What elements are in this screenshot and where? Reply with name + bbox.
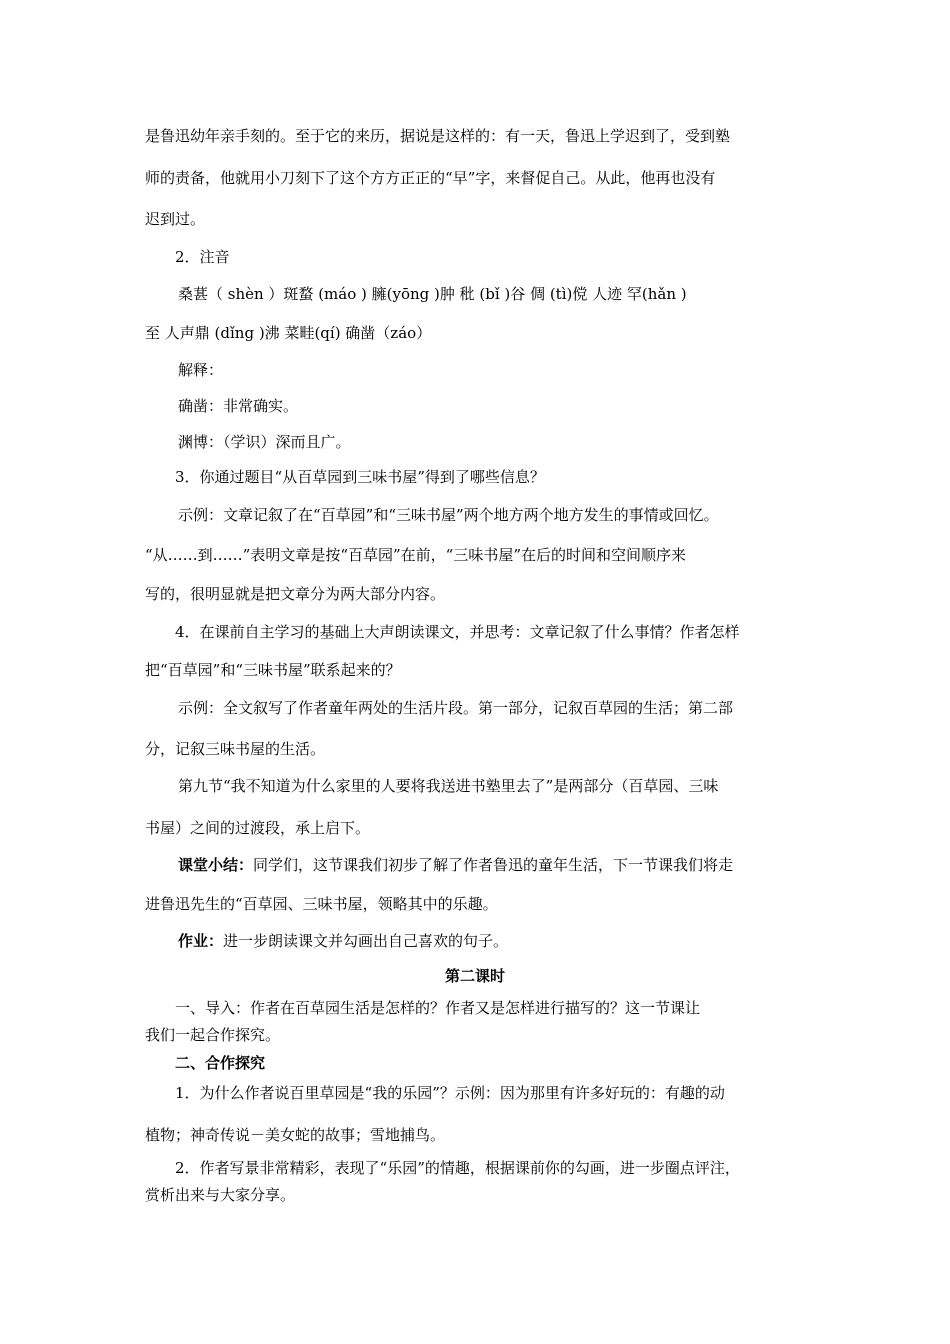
question-line: 把“百草园”和“三味书屋”联系起来的？ <box>145 661 401 679</box>
answer-line: 第九节“我不知道为什么家里的人要将我送进书塾里去了”是两部分（百草园、三味 <box>178 777 719 795</box>
pinyin-line: 桑葚（ shèn ）斑蝥 (máo ) 臃(yōng )肿 秕 (bǐ )谷 倜 (tì)傥 人迹 罕(hǎn ) <box>178 285 687 303</box>
question-line: 3．你通过题目“从百草园到三味书屋”得到了哪些信息？ <box>175 468 545 486</box>
pinyin-line: 至 人声鼎 (dǐng )沸 菜畦(qí) 确凿（záo） <box>145 324 432 342</box>
cooperative-inquiry-heading: 二、合作探究 <box>175 1054 266 1072</box>
class-summary-line <box>178 855 733 875</box>
answer-line: 植物；神奇传说－美女蛇的故事；雪地捕鸟。 <box>145 1126 446 1144</box>
class-summary-text: 同学们，这节课我们初步了解了作者鲁迅的童年生活，下一节课我们将走 <box>253 856 734 874</box>
lesson-intro-line: 一、导入：作者在百草园生活是怎样的？作者又是怎样进行描写的？这一节课让 <box>175 999 701 1017</box>
explanation-line: 确凿：非常确实。 <box>178 397 299 415</box>
answer-line: 示例：全文叙写了作者童年两处的生活片段。第一部分，记叙百草园的生活；第二部 <box>178 699 734 717</box>
lesson-intro-line: 我们一起合作探究。 <box>145 1026 281 1044</box>
paragraph-line: 迟到过。 <box>145 210 206 228</box>
question-line: 2．作者写景非常精彩，表现了“乐园”的情趣，根据课前你的勾画，进一步圈点评注， <box>175 1159 740 1177</box>
class-summary-label: 课堂小结： <box>178 856 254 874</box>
question-line: 4．在课前自主学习的基础上大声朗读课文，并思考：文章记叙了什么事情？作者怎样 <box>175 623 740 641</box>
answer-line: 分，记叙三味书屋的生活。 <box>145 740 326 758</box>
explanation-heading: 解释： <box>178 361 224 379</box>
section-heading-pinyin: 2．注音 <box>175 248 230 266</box>
class-summary-line: 进鲁迅先生的“百草园、三味书屋，领略其中的乐趣。 <box>145 895 498 913</box>
explanation-line: 渊博：（学识）深而且广。 <box>178 433 351 451</box>
paragraph-line: 是鲁迅幼年亲手刻的。至于它的来历，据说是这样的：有一天，鲁迅上学迟到了，受到塾 <box>145 127 731 145</box>
answer-line: 写的，很明显就是把文章分为两大部分内容。 <box>145 585 446 603</box>
answer-line: 书屋）之间的过渡段，承上启下。 <box>145 819 371 837</box>
homework-label: 作业： <box>178 932 224 950</box>
question-line: 赏析出来与大家分享。 <box>145 1186 296 1204</box>
homework-line <box>178 931 508 951</box>
question-line: 1．为什么作者说百里草园是“我的乐园”？示例：因为那里有许多好玩的：有趣的动 <box>175 1084 725 1102</box>
answer-line: 示例：文章记叙了在“百草园”和“三味书屋”两个地方两个地方发生的事情或回忆。 <box>178 506 719 524</box>
lesson-two-title: 第二课时 <box>444 967 505 985</box>
homework-text: 进一步朗读课文并勾画出自己喜欢的句子。 <box>223 932 509 950</box>
paragraph-line: 师的责备，他就用小刀刻下了这个方方正正的“早”字，来督促自己。从此，他再也没有 <box>145 169 716 187</box>
answer-line: “从……到……”表明文章是按“百草园”在前，“三味书屋”在后的时间和空间顺序来 <box>145 546 687 564</box>
